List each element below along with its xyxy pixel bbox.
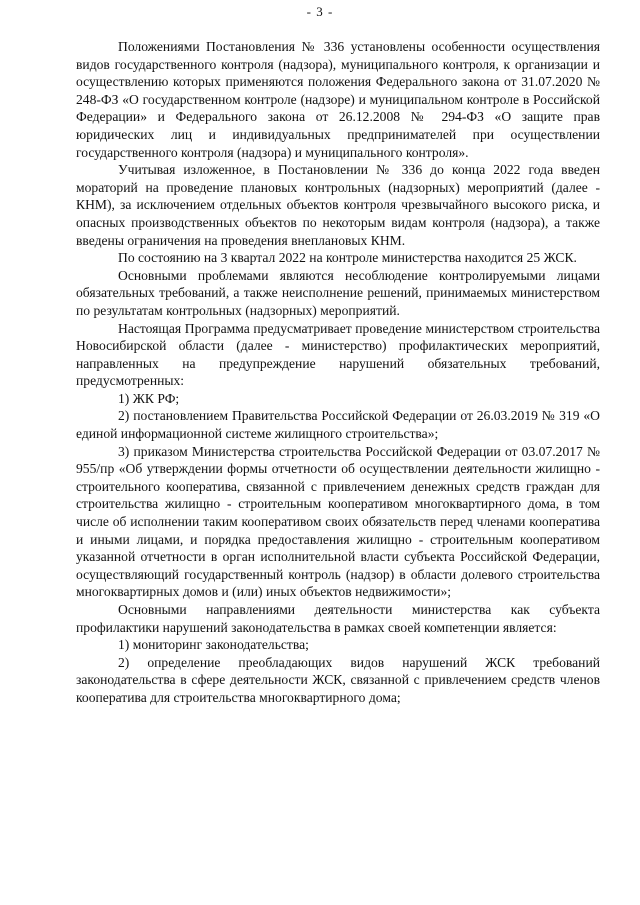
list-item-ministry-order: 3) приказом Министерства строительства Российской Федерации от 03.07.2017 № 955/пр «Об утверждении формы отчетности об осуществлении деятельности жилищно - строительного кооператива, связанной с привлечением денежных средств граждан для строительства жилищно - строительным кооперативом многоквартирного дома, в том числе об исполнении таким кооперативом своих обязательств перед членами кооператива и иными лицами, и порядка предоставления жилищно - строительным кооперативом указанной отчетности в орган исполнительной власти субъекта Российской Федерации, осуществляющий государственный контроль (надзор) в области долевого строительства многоквартирных домов и (или) иных объектов недвижимости»; [76, 443, 600, 600]
page-number: - 3 - [306, 4, 334, 19]
list-item-violation-types: 2) определение преобладающих видов нарушений ЖСК требований законодательства в сфере деятельности ЖСК, связанной с привлечением средств членов кооператива для строительства многоквартирного дома; [76, 654, 600, 705]
paragraph-main-problems: Основными проблемами являются несоблюдение контролируемыми лицами обязательных требований, а также неисполнение решений, принимаемых министерством по результатам контрольных (надзорных) мероприятий. [76, 267, 600, 318]
list-item-government-resolution: 2) постановлением Правительства Российской Федерации от 26.03.2019 № 319 «О единой информационной системе жилищного строительства»; [76, 408, 600, 442]
paragraph-program-scope: Настоящая Программа предусматривает проведение министерством строительства Новосибирской области (далее - министерство) профилактических мероприятий, направленных на предупреждение нарушений обязательных требований, предусмотренных: [76, 320, 600, 389]
paragraph-main-directions: Основными направлениями деятельности министерства как субъекта профилактики нарушений законодательства в рамках своей компетенции является: [76, 602, 600, 635]
paragraph-q3-status: По состоянию на 3 квартал 2022 на контроле министерства находится 25 ЖСК. [118, 250, 577, 266]
list-item-housing-code: 1) ЖК РФ; [118, 390, 180, 406]
document-body [76, 38, 600, 707]
list-item-monitoring: 1) мониторинг законодательства; [118, 637, 309, 653]
paragraph-moratorium: Учитывая изложенное, в Постановлении № 336 до конца 2022 года введен мораторий на проведение плановых контрольных (надзорных) мероприятий (далее - КНМ), за исключением отдельных объектов контроля чрезвычайного высокого риска, и опасных производственных объектов по некоторым видам контроля (надзора), а также введены ограничения на проведения внеплановых КНМ. [76, 162, 600, 248]
paragraph-resolution-336-provisions: Положениями Постановления № 336 установлены особенности осуществления видов государственного контроля (надзора), муниципального контроля, к организации и осуществлению которых применяются положения Федерального закона от 31.07.2020 № 248-ФЗ «О государственном контроле (надзоре) и муниципальном контроле в Российской Федерации» и Федерального закона от 26.12.2008 № 294-ФЗ «О защите прав юридических лиц и индивидуальных предпринимателей при осуществлении государственного контроля (надзора) и муниципального контроля». [76, 39, 600, 160]
